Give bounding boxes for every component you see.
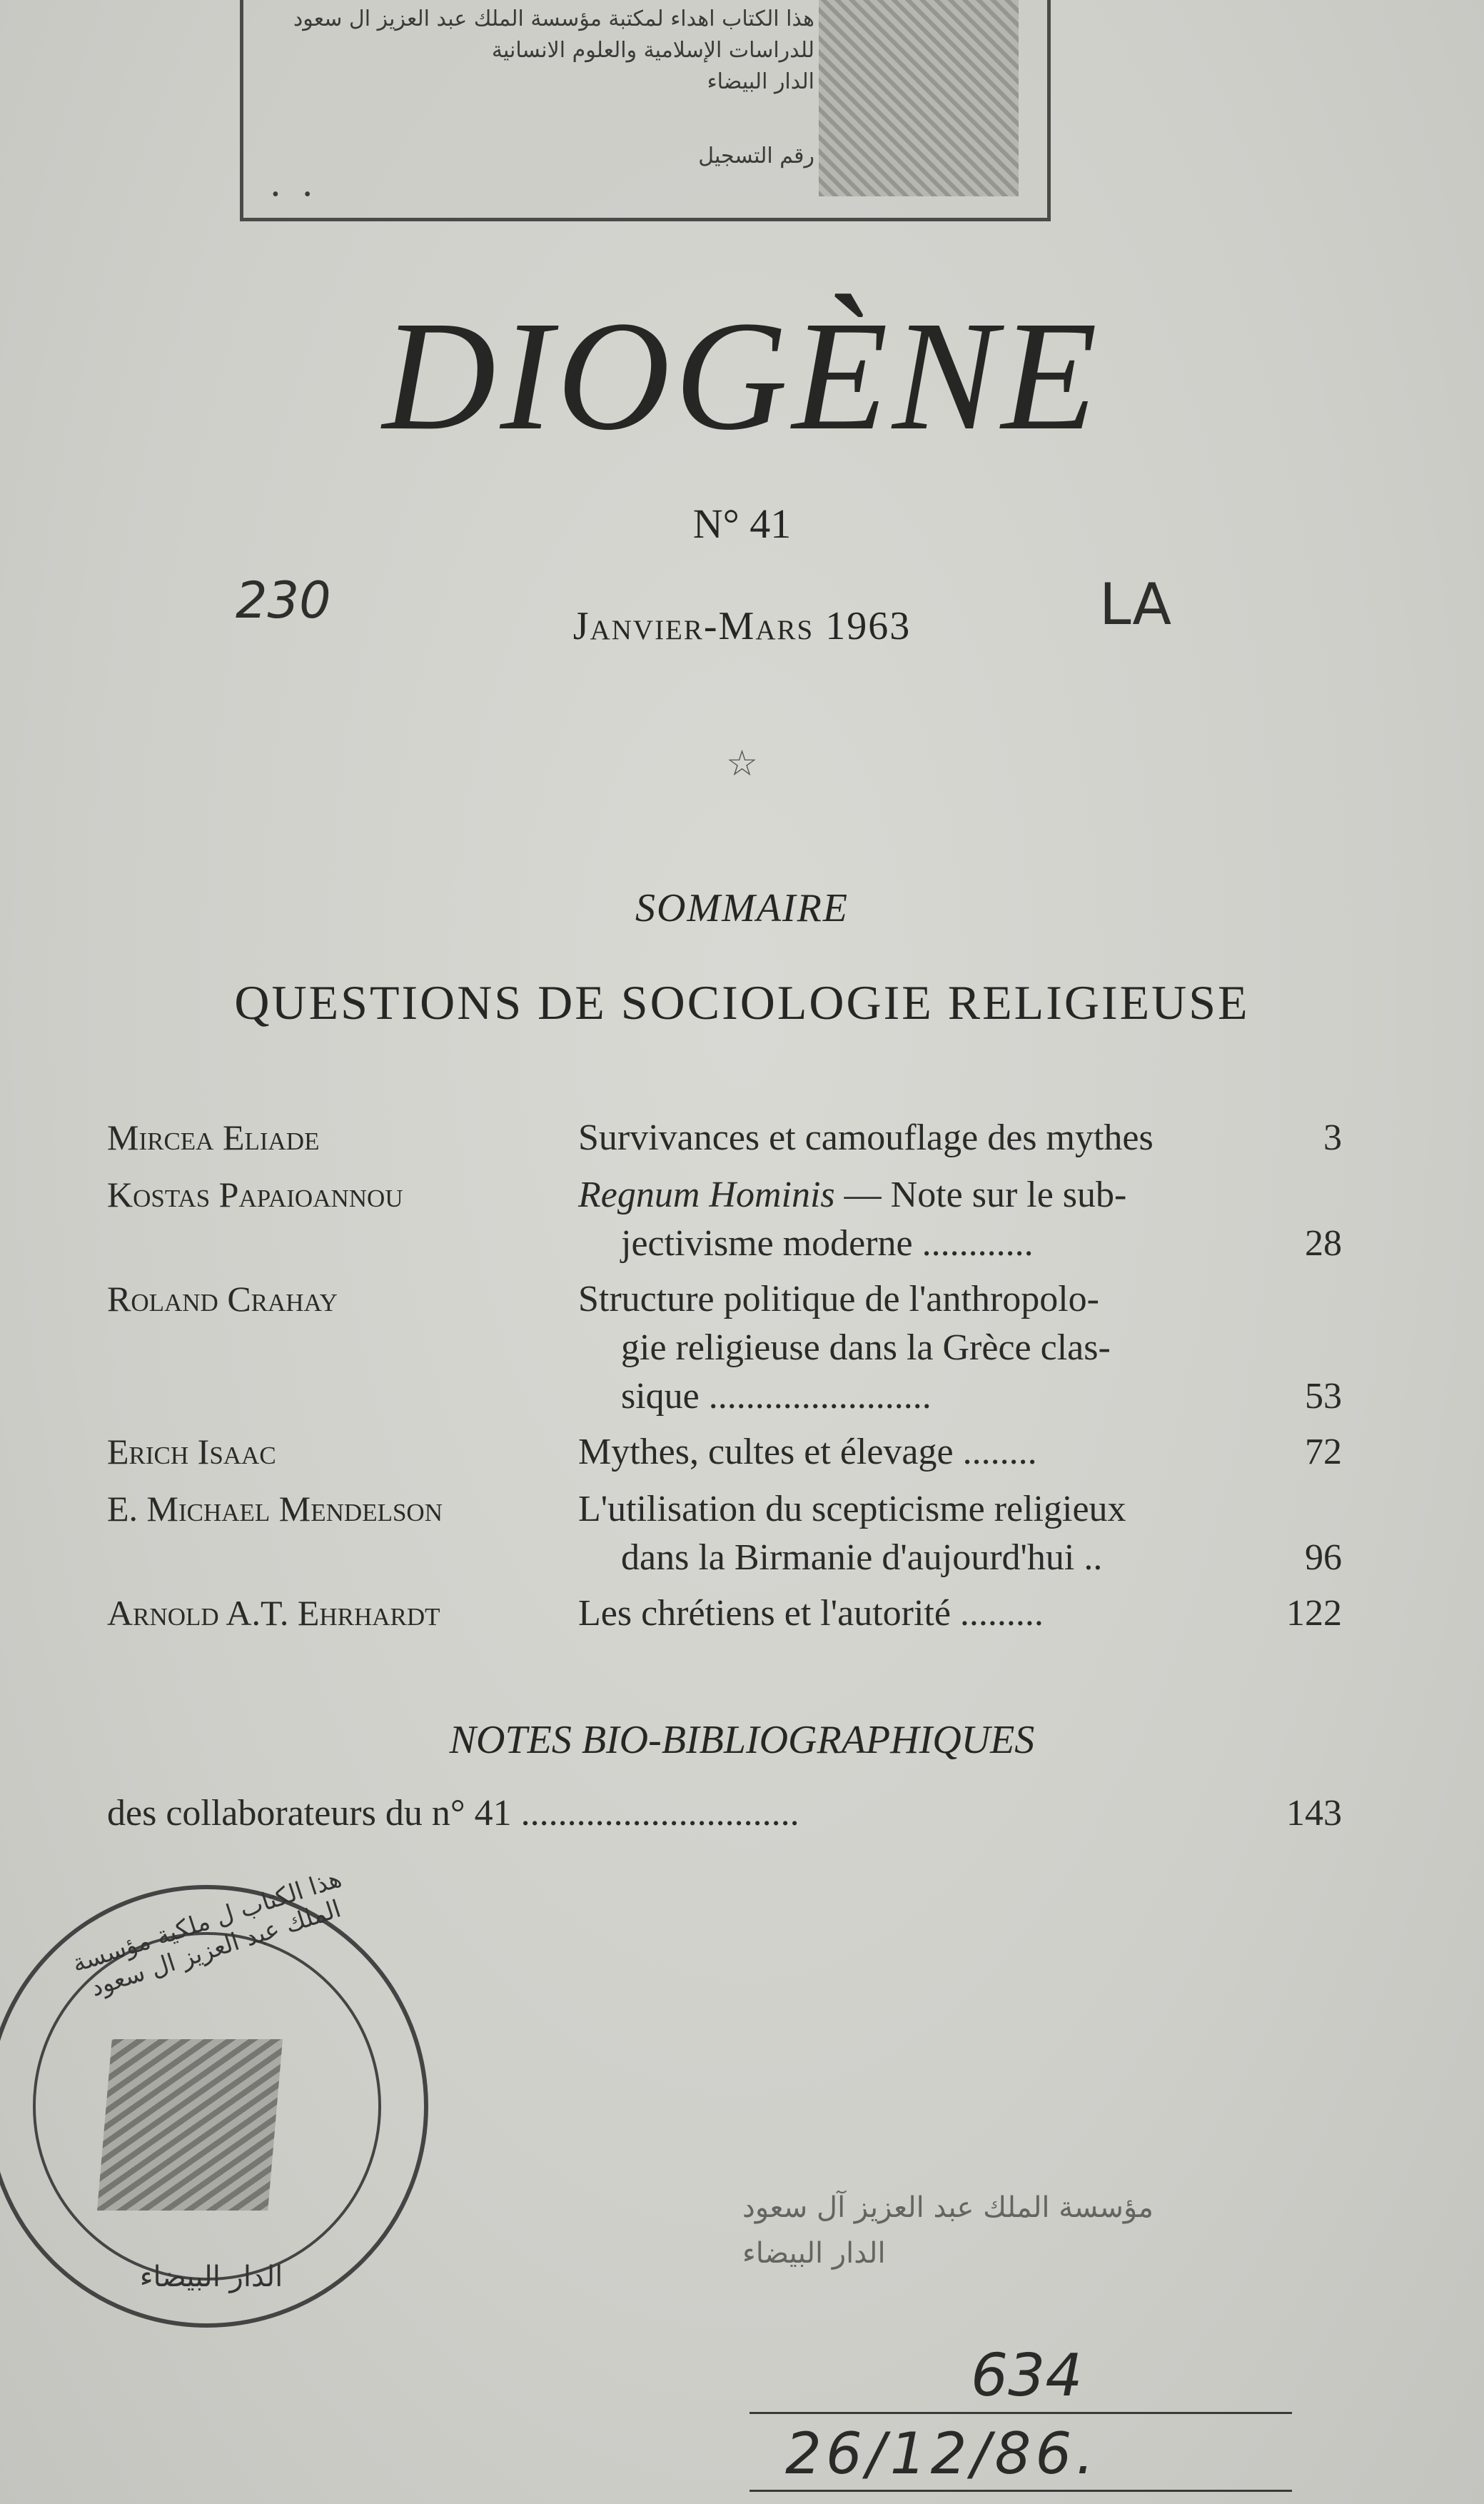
registration-date: 26/12/86. <box>785 2420 1099 2487</box>
toc-entry <box>107 1171 1342 1268</box>
journal-title: DIOGÈNE <box>382 288 1102 463</box>
toc-entry <box>107 1275 1342 1421</box>
toc-page-number: 122 <box>1286 1593 1342 1634</box>
toc-title-line: — Note sur le sub- <box>834 1175 1127 1215</box>
stamp-line: هذا الكتاب اهداء لمكتبة مؤسسة الملك عبد العزيز ال سعود <box>293 6 814 31</box>
sommaire-heading: SOMMAIRE <box>635 886 849 930</box>
stamp-line: رقم التسجيل <box>698 144 814 169</box>
toc-author: Arnold A.T. Ehrhardt <box>107 1593 440 1633</box>
registration-stamp-line: الدار البيضاء <box>742 2237 886 2270</box>
notes-entry-text: des collaborateurs du n° 41 .............................. <box>107 1793 799 1834</box>
handwritten-note-left: 230 <box>236 571 331 630</box>
notes-entry-page: 143 <box>1286 1793 1342 1834</box>
toc-title-line: Mythes, cultes et élevage ........ <box>578 1432 1037 1472</box>
toc-title-line: gie religieuse dans la Grèce clas- <box>621 1327 1111 1368</box>
divider <box>749 2490 1292 2492</box>
table-of-contents <box>107 1114 1342 1642</box>
stamp-dots: • • <box>272 183 321 206</box>
stamp-line: الدار البيضاء <box>707 69 814 94</box>
seal-emblem-image <box>97 2039 283 2211</box>
stamp-emblem-image <box>819 0 1019 196</box>
toc-page-number: 72 <box>1305 1432 1342 1472</box>
toc-entry <box>107 1589 1342 1638</box>
donation-stamp-text <box>272 4 814 172</box>
toc-author: Mircea Eliade <box>107 1117 320 1157</box>
registration-number: 634 <box>971 2342 1083 2410</box>
library-seal <box>0 1864 428 2328</box>
registration-stamp <box>742 2185 1484 2276</box>
toc-article-title <box>578 1589 1256 1638</box>
toc-entry <box>107 1485 1342 1582</box>
toc-page-number: 96 <box>1305 1537 1342 1578</box>
seal-bottom-text: الدار البيضاء <box>139 2261 283 2293</box>
toc-page-number: 28 <box>1305 1223 1342 1264</box>
toc-author: Erich Isaac <box>107 1432 276 1472</box>
toc-author: Kostas Papaioannou <box>107 1175 403 1215</box>
issue-number: N° 41 <box>692 501 792 547</box>
toc-article-title <box>578 1171 1256 1268</box>
toc-title-line: Survivances et camouflage des mythes <box>578 1117 1154 1158</box>
toc-title-line: Les chrétiens et l'autorité ......... <box>578 1593 1044 1634</box>
notes-entry <box>107 1792 1342 1834</box>
seal-ring-text: هذا الكتاب ل ملكية مؤسسة الملك عبد العزيز ال سعود <box>69 1864 345 2003</box>
toc-article-title <box>578 1275 1256 1421</box>
toc-title-line: jectivisme moderne ............ <box>621 1223 1034 1264</box>
toc-author: E. Michael Mendelson <box>107 1489 443 1529</box>
toc-article-title <box>578 1428 1256 1477</box>
issue-date: Janvier-Mars 1963 <box>572 604 912 648</box>
toc-article-title <box>578 1114 1256 1162</box>
toc-author: Roland Crahay <box>107 1279 338 1319</box>
star-ornament-icon: ☆ <box>726 743 758 783</box>
donation-stamp <box>240 0 1051 221</box>
toc-title-line: sique ........................ <box>621 1376 932 1417</box>
toc-title-line: Structure politique de l'anthropolo- <box>578 1279 1099 1319</box>
toc-title-line: L'utilisation du scepticisme religieux <box>578 1489 1126 1529</box>
toc-article-title <box>578 1485 1256 1582</box>
stamp-line: للدراسات الإسلامية والعلوم الانسانية <box>491 38 814 63</box>
toc-page-number: 53 <box>1305 1376 1342 1417</box>
toc-title-italic: Regnum Hominis <box>578 1175 835 1215</box>
section-title: QUESTIONS DE SOCIOLOGIE RELIGIEUSE <box>234 975 1250 1030</box>
registration-stamp-line: مؤسسة الملك عبد العزيز آل سعود <box>742 2191 1154 2224</box>
divider <box>749 2412 1292 2414</box>
toc-title-line: dans la Birmanie d'aujourd'hui .. <box>621 1537 1103 1578</box>
handwritten-note-right: LA <box>1099 571 1172 638</box>
toc-entry <box>107 1114 1342 1162</box>
notes-heading: NOTES BIO-BIBLIOGRAPHIQUES <box>449 1718 1035 1762</box>
toc-page-number: 3 <box>1323 1117 1342 1158</box>
toc-entry <box>107 1428 1342 1477</box>
